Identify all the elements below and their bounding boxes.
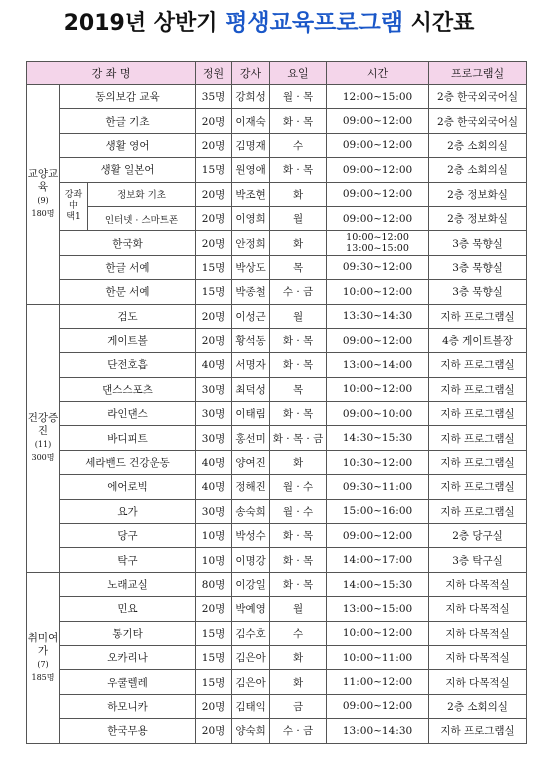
- course-room: 지하 다목적실: [429, 621, 527, 645]
- course-day: 수: [270, 621, 327, 645]
- course-capacity: 40명: [196, 450, 232, 474]
- header-capacity: 정원: [196, 62, 232, 85]
- course-time: 10:00~12:00: [327, 377, 429, 401]
- category-count: (7): [37, 659, 49, 669]
- course-time: 09:00~12:00: [327, 109, 429, 133]
- course-capacity: 40명: [196, 475, 232, 499]
- course-room: 지하 다목적실: [429, 645, 527, 669]
- course-day: 수: [270, 133, 327, 157]
- course-name: 게이트볼: [60, 328, 196, 352]
- course-time: 10:00~12:00: [327, 621, 429, 645]
- course-time: 09:30~12:00: [327, 255, 429, 279]
- category-count: (11): [34, 440, 52, 450]
- course-day: 화 · 목: [270, 402, 327, 426]
- course-room: 지하 프로그램실: [429, 499, 527, 523]
- course-time: 10:00~11:00: [327, 645, 429, 669]
- course-room: 2층 한국외국어실: [429, 85, 527, 109]
- course-name: 한국무용: [60, 719, 196, 743]
- course-capacity: 80명: [196, 572, 232, 596]
- course-capacity: 30명: [196, 377, 232, 401]
- course-name: 동의보감 교육: [60, 85, 196, 109]
- course-capacity: 20명: [196, 304, 232, 328]
- table-row: [27, 572, 527, 596]
- table-row: [27, 694, 527, 718]
- course-teacher: 박종철: [232, 280, 270, 304]
- course-time: 09:00~12:00: [327, 524, 429, 548]
- course-time: 09:00~12:00: [327, 694, 429, 718]
- course-name: 요가: [60, 499, 196, 523]
- course-capacity: 15명: [196, 280, 232, 304]
- course-capacity: 20명: [196, 597, 232, 621]
- course-day: 수 · 금: [270, 719, 327, 743]
- course-time: 13:00~15:00: [327, 597, 429, 621]
- course-name: 댄스스포츠: [60, 377, 196, 401]
- table-row: [27, 475, 527, 499]
- course-day: 월 · 목: [270, 85, 327, 109]
- category-total: 300명: [31, 453, 55, 463]
- course-teacher: 송숙희: [232, 499, 270, 523]
- course-day: 수 · 금: [270, 280, 327, 304]
- course-capacity: 15명: [196, 158, 232, 182]
- course-name: 한글 서예: [60, 255, 196, 279]
- course-capacity: 20명: [196, 182, 232, 206]
- course-time: 13:00~14:00: [327, 353, 429, 377]
- title-suffix: 시간표: [402, 11, 475, 36]
- subgroup-line: 中: [68, 200, 78, 211]
- schedule-body: [27, 85, 527, 744]
- schedule-table: [26, 61, 527, 744]
- table-row: [27, 353, 527, 377]
- table-row: [27, 377, 527, 401]
- course-room: 지하 프로그램실: [429, 475, 527, 499]
- course-capacity: 30명: [196, 402, 232, 426]
- course-day: 목: [270, 255, 327, 279]
- course-room: 4층 게이트볼장: [429, 328, 527, 352]
- course-capacity: 20명: [196, 206, 232, 230]
- page-title: [0, 4, 538, 37]
- course-room: 지하 프로그램실: [429, 377, 527, 401]
- course-room: 지하 프로그램실: [429, 719, 527, 743]
- course-capacity: 15명: [196, 621, 232, 645]
- table-row: [27, 206, 527, 230]
- course-teacher: 박예영: [232, 597, 270, 621]
- course-day: 화 · 목: [270, 109, 327, 133]
- course-teacher: 김은아: [232, 645, 270, 669]
- course-room: 2층 소회의실: [429, 694, 527, 718]
- course-name: 에어로빅: [60, 475, 196, 499]
- course-name: 생활 영어: [60, 133, 196, 157]
- category-count: (9): [37, 196, 49, 206]
- course-time: 09:00~12:00: [327, 158, 429, 182]
- course-time: 12:00~15:00: [327, 85, 429, 109]
- course-name: 민요: [60, 597, 196, 621]
- course-teacher: 이태림: [232, 402, 270, 426]
- course-teacher: 양숙희: [232, 719, 270, 743]
- course-room: 3층 묵향실: [429, 280, 527, 304]
- course-teacher: 김수호: [232, 621, 270, 645]
- course-name: 우쿨렐레: [60, 670, 196, 694]
- course-teacher: 이강일: [232, 572, 270, 596]
- course-room: 2층 소회의실: [429, 133, 527, 157]
- course-capacity: 15명: [196, 670, 232, 694]
- course-time: 10:30~12:00: [327, 450, 429, 474]
- title-program: 평생교육프로그램: [225, 10, 403, 36]
- table-row: [27, 670, 527, 694]
- course-day: 월 · 수: [270, 499, 327, 523]
- table-row: [27, 255, 527, 279]
- course-capacity: 20명: [196, 694, 232, 718]
- course-capacity: 30명: [196, 426, 232, 450]
- course-room: 지하 프로그램실: [429, 304, 527, 328]
- course-name: 한문 서예: [60, 280, 196, 304]
- table-row: [27, 621, 527, 645]
- course-time: 09:00~10:00: [327, 402, 429, 426]
- table-row: [27, 231, 527, 255]
- course-capacity: 20명: [196, 719, 232, 743]
- course-capacity: 20명: [196, 133, 232, 157]
- course-name: 통기타: [60, 621, 196, 645]
- course-teacher: 정해진: [232, 475, 270, 499]
- course-name: 바디피트: [60, 426, 196, 450]
- table-row: [27, 109, 527, 133]
- course-capacity: 15명: [196, 255, 232, 279]
- course-name: 검도: [60, 304, 196, 328]
- header-room: 프로그램실: [429, 62, 527, 85]
- course-teacher: 최덕성: [232, 377, 270, 401]
- table-row: [27, 499, 527, 523]
- course-time: 09:00~12:00: [327, 133, 429, 157]
- course-teacher: 강희성: [232, 85, 270, 109]
- course-room: 2층 한국외국어실: [429, 109, 527, 133]
- table-row: [27, 304, 527, 328]
- course-capacity: 15명: [196, 645, 232, 669]
- course-time: 09:00~12:00: [327, 206, 429, 230]
- course-time: 15:00~16:00: [327, 499, 429, 523]
- title-year: 2019년 상반기: [63, 11, 226, 36]
- course-capacity: 40명: [196, 353, 232, 377]
- course-room: 2층 정보화실: [429, 206, 527, 230]
- course-name: 세라밴드 건강운동: [60, 450, 196, 474]
- category-total: 180명: [31, 209, 55, 219]
- course-time: 13:30~14:30: [327, 304, 429, 328]
- course-day: 화: [270, 182, 327, 206]
- subgroup-line: 택1: [66, 211, 81, 222]
- course-teacher: 홍선미: [232, 426, 270, 450]
- course-name: 인터넷 · 스마트폰: [88, 206, 196, 230]
- course-room: 3층 묵향실: [429, 255, 527, 279]
- table-row: [27, 524, 527, 548]
- course-day: 금: [270, 694, 327, 718]
- course-name: 노래교실: [60, 572, 196, 596]
- course-name: 하모니카: [60, 694, 196, 718]
- course-time: 13:00~14:30: [327, 719, 429, 743]
- course-teacher: 김태익: [232, 694, 270, 718]
- table-row: [27, 182, 527, 206]
- header-row: [27, 62, 527, 85]
- course-name: 한국화: [60, 231, 196, 255]
- table-row: [27, 133, 527, 157]
- header-course: 강 좌 명: [27, 62, 196, 85]
- course-capacity: 20명: [196, 231, 232, 255]
- course-name: 당구: [60, 524, 196, 548]
- course-day: 화 · 목: [270, 524, 327, 548]
- course-teacher: 양여진: [232, 450, 270, 474]
- course-day: 월: [270, 206, 327, 230]
- course-day: 화 · 목: [270, 158, 327, 182]
- course-room: 2층 소회의실: [429, 158, 527, 182]
- subgroup-cell: [60, 182, 88, 231]
- course-day: 화 · 목: [270, 548, 327, 572]
- course-teacher: 박성수: [232, 524, 270, 548]
- header-day: 요일: [270, 62, 327, 85]
- course-teacher: 서명자: [232, 353, 270, 377]
- table-row: [27, 85, 527, 109]
- course-day: 월 · 수: [270, 475, 327, 499]
- course-day: 화: [270, 231, 327, 255]
- course-teacher: 안정희: [232, 231, 270, 255]
- course-time-line: 13:00~15:00: [346, 243, 409, 255]
- course-teacher: 이명강: [232, 548, 270, 572]
- course-room: 지하 프로그램실: [429, 426, 527, 450]
- table-row: [27, 719, 527, 743]
- course-capacity: 35명: [196, 85, 232, 109]
- course-room: 2층 정보화실: [429, 182, 527, 206]
- course-teacher: 박조현: [232, 182, 270, 206]
- course-capacity: 10명: [196, 548, 232, 572]
- category-name: 교양교육: [27, 168, 59, 194]
- course-name: 탁구: [60, 548, 196, 572]
- course-time: 09:00~12:00: [327, 182, 429, 206]
- category-total: 185명: [31, 672, 55, 682]
- table-row: [27, 548, 527, 572]
- course-teacher: 이성근: [232, 304, 270, 328]
- course-time: 10:00~12:00: [327, 280, 429, 304]
- course-day: 화: [270, 645, 327, 669]
- category-name: 취미여가: [27, 631, 59, 657]
- course-name: 라인댄스: [60, 402, 196, 426]
- course-capacity: 30명: [196, 499, 232, 523]
- course-day: 화: [270, 450, 327, 474]
- course-name: 생활 일본어: [60, 158, 196, 182]
- table-row: [27, 158, 527, 182]
- course-teacher: 박상도: [232, 255, 270, 279]
- table-row: [27, 402, 527, 426]
- table-row: [27, 450, 527, 474]
- course-room: 3층 탁구실: [429, 548, 527, 572]
- course-day: 목: [270, 377, 327, 401]
- course-teacher: 김은아: [232, 670, 270, 694]
- header-time: 시간: [327, 62, 429, 85]
- course-time: 11:00~12:00: [327, 670, 429, 694]
- course-day: 화: [270, 670, 327, 694]
- course-capacity: 10명: [196, 524, 232, 548]
- course-day: 월: [270, 597, 327, 621]
- course-time: 14:30~15:30: [327, 426, 429, 450]
- course-room: 지하 프로그램실: [429, 402, 527, 426]
- course-day: 월: [270, 304, 327, 328]
- course-day: 화 · 목: [270, 328, 327, 352]
- course-capacity: 20명: [196, 328, 232, 352]
- table-row: [27, 426, 527, 450]
- course-teacher: 이재숙: [232, 109, 270, 133]
- course-teacher: 이영희: [232, 206, 270, 230]
- category-name: 건강증진: [27, 412, 59, 438]
- course-room: 지하 다목적실: [429, 670, 527, 694]
- table-row: [27, 645, 527, 669]
- course-room: 지하 다목적실: [429, 597, 527, 621]
- course-teacher: 김명재: [232, 133, 270, 157]
- course-time: [327, 231, 429, 255]
- category-cell: [27, 572, 60, 743]
- course-day: 화 · 목 · 금: [270, 426, 327, 450]
- course-name: 정보화 기초: [88, 182, 196, 206]
- course-time: 09:30~11:00: [327, 475, 429, 499]
- header-teacher: 강사: [232, 62, 270, 85]
- course-time-line: 10:00~12:00: [346, 232, 409, 244]
- course-time: 09:00~12:00: [327, 328, 429, 352]
- table-row: [27, 328, 527, 352]
- category-cell: [27, 304, 60, 572]
- course-day: 화 · 목: [270, 572, 327, 596]
- course-room: 2층 당구실: [429, 524, 527, 548]
- course-time: 14:00~15:30: [327, 572, 429, 596]
- course-name: 오카리나: [60, 645, 196, 669]
- course-room: 지하 다목적실: [429, 572, 527, 596]
- course-time: 14:00~17:00: [327, 548, 429, 572]
- course-name: 단전호흡: [60, 353, 196, 377]
- table-row: [27, 597, 527, 621]
- course-name: 한글 기초: [60, 109, 196, 133]
- course-day: 화 · 목: [270, 353, 327, 377]
- course-room: 지하 프로그램실: [429, 353, 527, 377]
- subgroup-line: 강좌: [64, 189, 83, 200]
- course-capacity: 20명: [196, 109, 232, 133]
- table-row: [27, 280, 527, 304]
- course-room: 지하 프로그램실: [429, 450, 527, 474]
- course-room: 3층 묵향실: [429, 231, 527, 255]
- course-teacher: 원영애: [232, 158, 270, 182]
- course-teacher: 황석동: [232, 328, 270, 352]
- category-cell: [27, 85, 60, 305]
